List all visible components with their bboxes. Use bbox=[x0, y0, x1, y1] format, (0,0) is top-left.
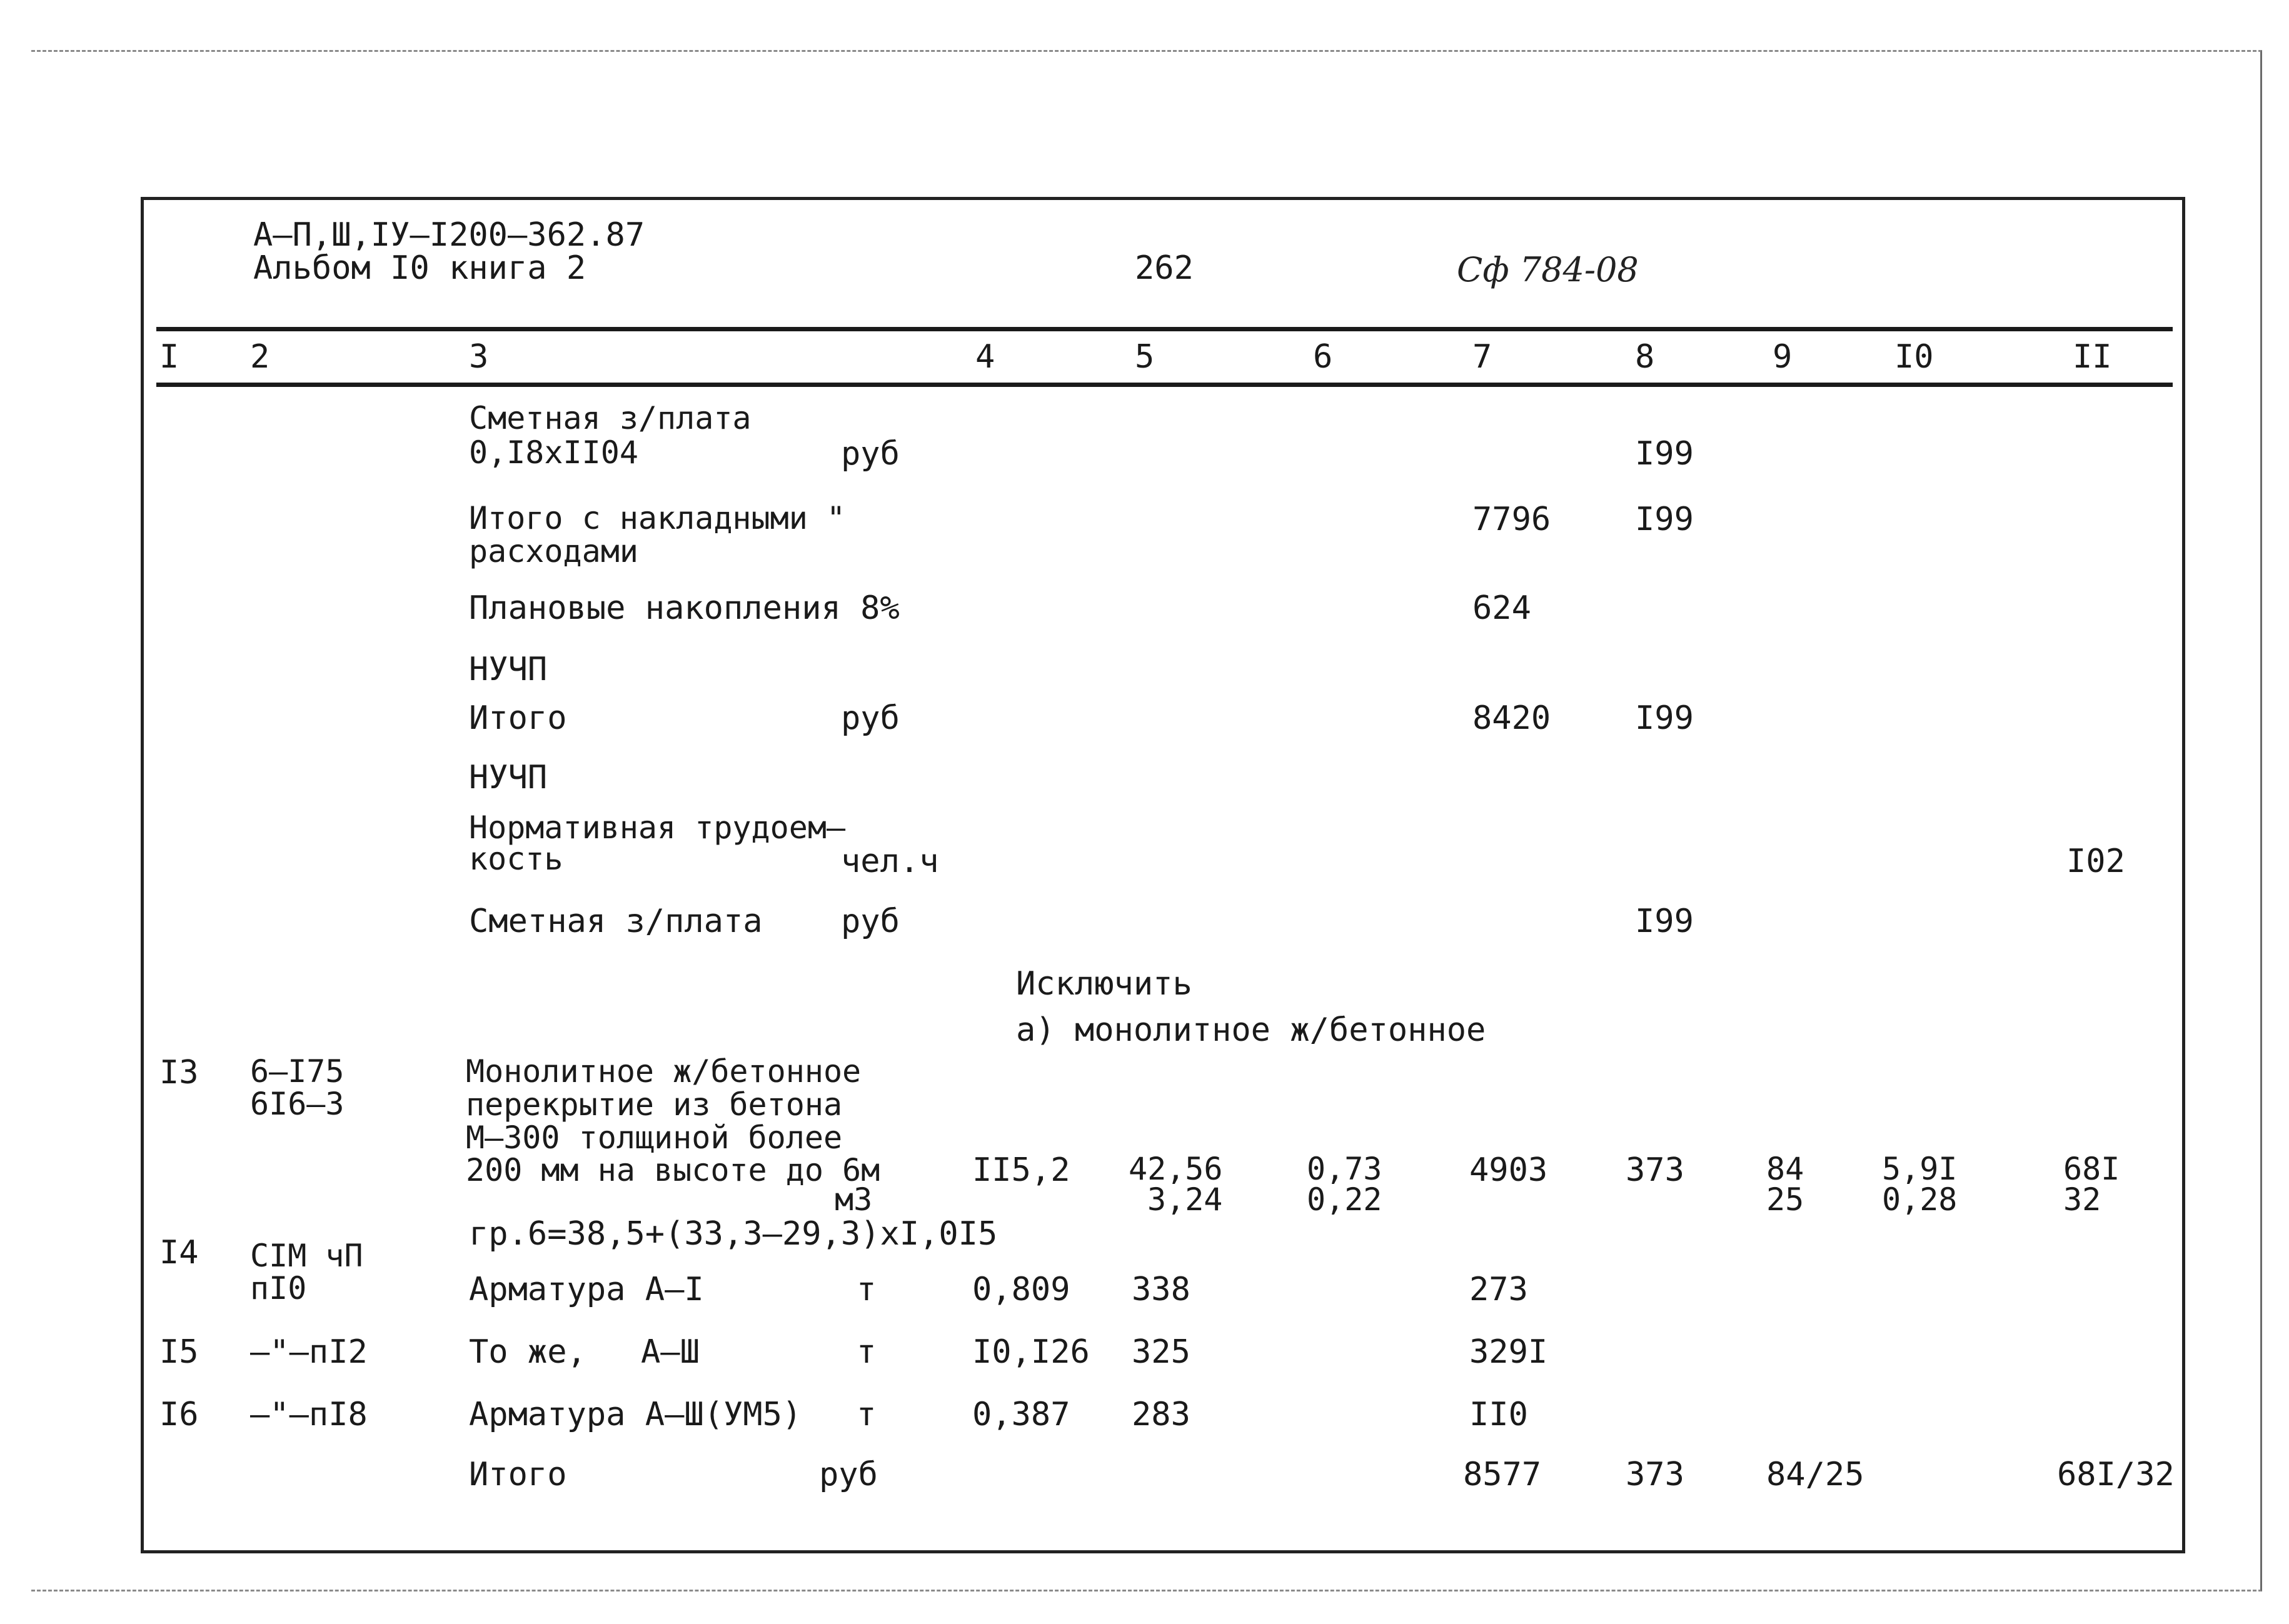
item14-code-2: пI0 bbox=[250, 1270, 307, 1306]
item13-c8: 373 bbox=[1626, 1151, 1684, 1189]
total-c9: 84/25 bbox=[1766, 1456, 1864, 1493]
handwritten-stamp: Сф 784-08 bbox=[1457, 250, 1639, 289]
item14-code-1: СIМ чП bbox=[250, 1238, 363, 1274]
col-header-9: 9 bbox=[1773, 338, 1793, 376]
item13-c11b: 32 bbox=[2063, 1181, 2101, 1218]
col-header-3: 3 bbox=[469, 338, 489, 376]
col-header-6: 6 bbox=[1313, 338, 1333, 376]
page-number: 262 bbox=[1135, 249, 1194, 287]
item14-no: I4 bbox=[159, 1234, 199, 1271]
item13-desc-3: М–300 толщиной более bbox=[466, 1120, 843, 1156]
item13-qty: II5,2 bbox=[972, 1151, 1070, 1189]
item13-c6a: 0,73 bbox=[1307, 1151, 1382, 1187]
item15-c7: 329I bbox=[1469, 1333, 1548, 1371]
labor-c11: I02 bbox=[2066, 843, 2125, 880]
item13-c10a: 5,9I bbox=[1882, 1151, 1958, 1187]
item13-desc-4: 200 мм на высоте до 6м bbox=[466, 1152, 880, 1188]
item13-c9a: 84 bbox=[1766, 1151, 1804, 1187]
col-header-5: 5 bbox=[1135, 338, 1155, 376]
document-code: А–П,Ш,IУ–I200–362.87 bbox=[253, 216, 645, 254]
item13-code-2: 6I6–3 bbox=[250, 1086, 345, 1122]
labor-label-2: кость bbox=[469, 841, 563, 877]
nuchp-label-1: НУЧП bbox=[469, 651, 548, 688]
total1-unit: руб bbox=[841, 699, 900, 737]
item15-c5: 325 bbox=[1132, 1333, 1190, 1371]
item15-desc-1: То же, bbox=[469, 1333, 586, 1371]
item13-desc-2: перекрытие из бетона bbox=[466, 1086, 843, 1123]
item13-code-1: 6–I75 bbox=[250, 1053, 345, 1090]
savings-c7: 624 bbox=[1472, 589, 1531, 627]
exclude-subtitle: а) монолитное ж/бетонное bbox=[1016, 1011, 1486, 1049]
item13-c11a: 68I bbox=[2063, 1151, 2120, 1187]
wage2-label: Сметная з/плата bbox=[469, 903, 763, 940]
total-c7: 8577 bbox=[1463, 1456, 1542, 1493]
item15-unit: т bbox=[857, 1333, 877, 1371]
labor-unit: чел.ч bbox=[841, 843, 939, 880]
item15-qty: I0,I26 bbox=[972, 1333, 1090, 1371]
item13-unit: м3 bbox=[835, 1181, 873, 1218]
col-header-10: I0 bbox=[1894, 338, 1934, 376]
col-header-11: II bbox=[2073, 338, 2112, 376]
col-header-7: 7 bbox=[1472, 338, 1492, 376]
item13-no: I3 bbox=[159, 1054, 199, 1091]
total1-c8: I99 bbox=[1635, 699, 1694, 737]
item13-c5a: 42,56 bbox=[1129, 1151, 1223, 1187]
item14-qty: 0,809 bbox=[972, 1271, 1070, 1308]
album-label: Альбом I0 книга 2 bbox=[253, 249, 586, 287]
wage1-label: Сметная з/плата bbox=[469, 400, 752, 436]
nuchp-label-2: НУЧП bbox=[469, 759, 548, 796]
item16-unit: т bbox=[857, 1396, 877, 1433]
item13-c5b: 3,24 bbox=[1147, 1181, 1223, 1218]
labor-label: Нормативная трудоем– bbox=[469, 809, 846, 846]
wage1-formula: 0,I8хII04 bbox=[469, 434, 638, 471]
col-header-4: 4 bbox=[975, 338, 995, 376]
item15-no: I5 bbox=[159, 1333, 199, 1371]
item16-c5: 283 bbox=[1132, 1396, 1190, 1433]
wage2-unit: руб bbox=[841, 903, 900, 940]
col-header-2: 2 bbox=[250, 338, 270, 376]
item14-desc: Арматура А–I bbox=[469, 1271, 704, 1308]
item13-c10b: 0,28 bbox=[1882, 1181, 1958, 1218]
item13-c9b: 25 bbox=[1766, 1181, 1804, 1218]
total-label: Итого bbox=[469, 1456, 567, 1493]
wage2-c8: I99 bbox=[1635, 903, 1694, 940]
item13-formula: гр.6=38,5+(33,3–29,3)хI,0I5 bbox=[469, 1215, 998, 1253]
overhead-label: Итого с накладными " bbox=[469, 500, 846, 536]
overhead-c8: I99 bbox=[1635, 501, 1694, 538]
item15-desc-2: А–Ш bbox=[641, 1333, 700, 1371]
total-c11: 68I/32 bbox=[2057, 1456, 2175, 1493]
overhead-c7: 7796 bbox=[1472, 501, 1551, 538]
overhead-label-2: расходами bbox=[469, 533, 638, 569]
total-c8: 373 bbox=[1626, 1456, 1684, 1493]
item13-c6b: 0,22 bbox=[1307, 1181, 1382, 1218]
item16-qty: 0,387 bbox=[972, 1396, 1070, 1433]
wage1-c8: I99 bbox=[1635, 435, 1694, 473]
item16-desc: Арматура А–Ш(УМ5) bbox=[469, 1396, 802, 1433]
total1-c7: 8420 bbox=[1472, 699, 1551, 737]
item15-code: –"–пI2 bbox=[250, 1333, 368, 1371]
item14-c5: 338 bbox=[1132, 1271, 1190, 1308]
col-header-8: 8 bbox=[1635, 338, 1655, 376]
item14-c7: 273 bbox=[1469, 1271, 1528, 1308]
item14-unit: т bbox=[857, 1271, 877, 1308]
item16-c7: II0 bbox=[1469, 1396, 1528, 1433]
savings-label: Плановые накопления 8% bbox=[469, 589, 900, 627]
total1-label: Итого bbox=[469, 699, 567, 737]
wage1-unit: руб bbox=[841, 435, 900, 473]
total-unit: руб bbox=[819, 1456, 878, 1493]
col-header-1: I bbox=[159, 338, 179, 376]
item13-desc-1: Монолитное ж/бетонное bbox=[466, 1053, 862, 1090]
table-header-bottom-rule bbox=[156, 383, 2173, 387]
item16-code: –"–пI8 bbox=[250, 1396, 368, 1433]
exclude-title: Исключить bbox=[1016, 965, 1192, 1003]
item13-c7: 4903 bbox=[1469, 1151, 1548, 1189]
table-header-top-rule bbox=[156, 327, 2173, 331]
item16-no: I6 bbox=[159, 1396, 199, 1433]
